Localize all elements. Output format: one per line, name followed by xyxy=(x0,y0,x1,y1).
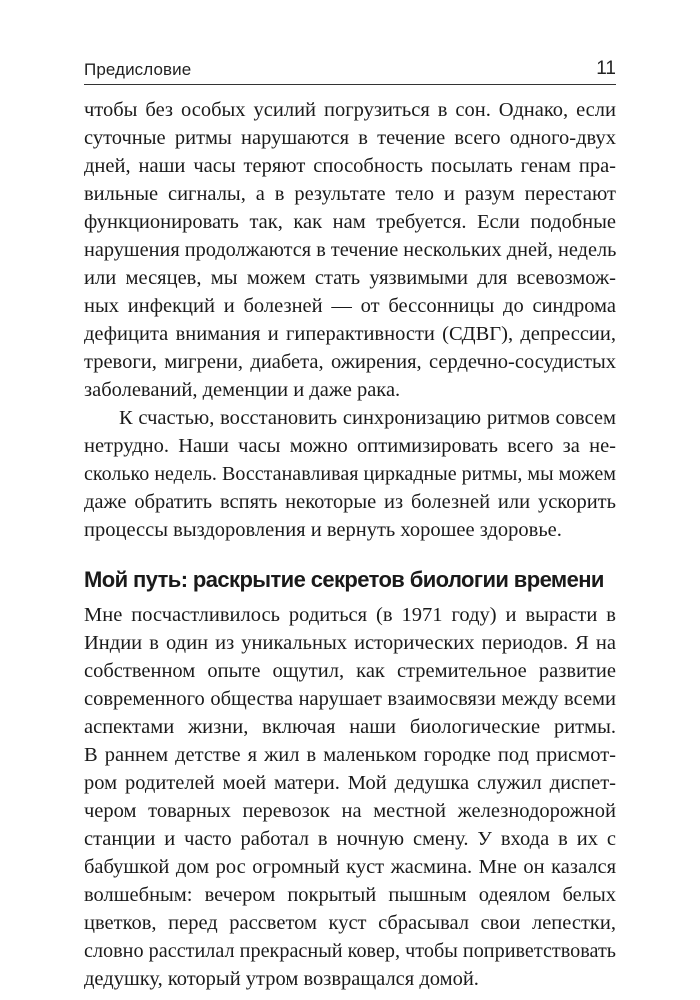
text-line: заболеваний, деменции и даже рака. xyxy=(84,379,401,401)
text-line: цветков, перед рассветом куст сбрасывал свои лепестки, xyxy=(84,912,616,934)
text-line: процессы выздоровления и вернуть хорошее здоровье. xyxy=(84,519,562,541)
text-line: К счастью, восстановить синхронизацию ритмов совсем xyxy=(119,407,616,429)
running-header xyxy=(84,58,616,85)
text-line: дней, наши часы теряют способность посылать генам пра- xyxy=(84,155,616,177)
text-line: Мне посчастливилось родиться (в 1971 году) и вырасти в xyxy=(84,604,616,626)
text-line: аспектами жизни, включая наши биологические ритмы. xyxy=(84,716,616,738)
text-line: словно расстилал прекрасный ковер, чтобы поприветствовать xyxy=(84,940,617,962)
text-line: или месяцев, мы можем стать уязвимыми для всевозмож- xyxy=(84,267,616,289)
text-line: дедушку, который утром возвращался домой. xyxy=(84,968,479,990)
text-line: суточные ритмы нарушаются в течение всего одного-двух xyxy=(84,127,616,149)
page-number: 11 xyxy=(596,58,616,79)
text-line: нетрудно. Наши часы можно оптимизировать всего за не- xyxy=(84,435,616,457)
text-line: волшебным: вечером покрытый пышным одеялом белых xyxy=(84,884,616,906)
text-line: чером товарных перевозок на местной железнодорожной xyxy=(84,800,616,822)
text-line: ром родителей моей матери. Мой дедушка служил диспет- xyxy=(84,772,616,794)
section-heading: Мой путь: раскрытие секретов биологии времени xyxy=(84,567,604,592)
text-line: нарушения продолжаются в течение нескольких дней, недель xyxy=(84,239,617,261)
text-line: вильные сигналы, а в результате тело и разум перестают xyxy=(84,183,616,205)
text-line: дефицита внимания и гиперактивности (СДВГ), депрессии, xyxy=(84,323,616,345)
text-line: станции и часто работал в ночную смену. У входа в их с xyxy=(84,828,616,850)
text-line: даже обратить вспять некоторые из болезней или ускорить xyxy=(84,491,616,513)
text-line: ных инфекций и болезней — от бессонницы до синдрома xyxy=(84,295,616,317)
text-line: тревоги, мигрени, диабета, ожирения, сердечно-сосудистых xyxy=(84,351,616,373)
text-line: функционировать так, как нам требуется. Если подобные xyxy=(84,211,616,233)
text-line: чтобы без особых усилий погрузиться в сон. Однако, если xyxy=(84,99,616,121)
text-line: Индии в один из уникальных исторических периодов. Я на xyxy=(84,632,616,654)
text-line: собственном опыте ощутил, как стремительное развитие xyxy=(84,660,616,682)
text-line: современного общества нарушает взаимосвязи между всеми xyxy=(84,688,616,710)
text-line: сколько недель. Восстанавливая циркадные ритмы, мы можем xyxy=(84,463,616,485)
section-title: Предисловие xyxy=(84,60,192,79)
text-line: В раннем детстве я жил в маленьком городке под присмот- xyxy=(84,744,616,766)
text-line: бабушкой дом рос огромный куст жасмина. Мне он казался xyxy=(84,856,616,878)
